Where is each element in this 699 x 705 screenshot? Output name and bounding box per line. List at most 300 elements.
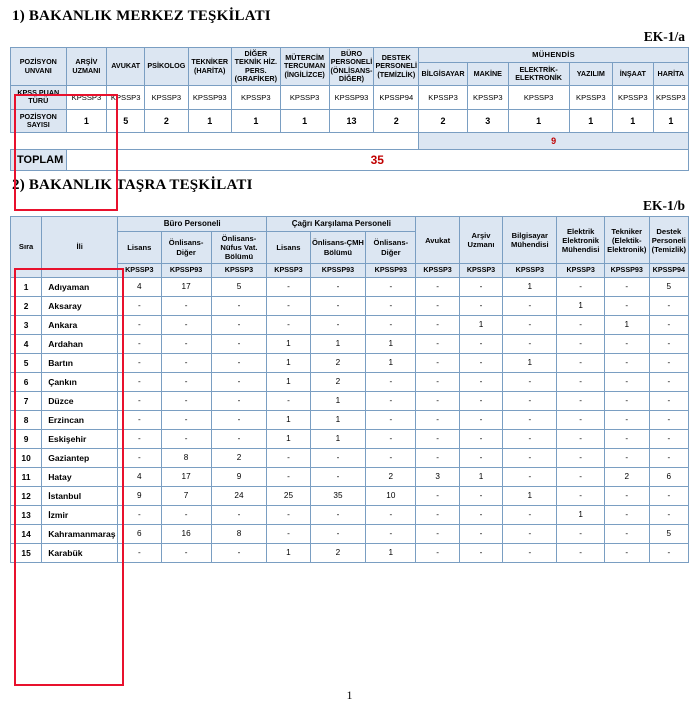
cell-value: - <box>310 296 366 315</box>
cell-value: 1 <box>267 372 310 391</box>
cell-kpss-12: KPSSP3 <box>612 86 653 110</box>
cell-value: - <box>267 524 310 543</box>
cell-value: - <box>604 410 649 429</box>
cell-value: 1 <box>310 429 366 448</box>
header-muhendis-yazilim: YAZILIM <box>569 62 612 85</box>
cell-kpss-11: KPSSP3 <box>569 86 612 110</box>
cell-value: - <box>366 296 416 315</box>
cell-value: - <box>118 315 161 334</box>
cell-value: - <box>557 372 604 391</box>
cell-value: - <box>416 524 459 543</box>
cell-value: - <box>557 277 604 296</box>
cell-value: - <box>503 543 557 562</box>
cell-value: 1 <box>366 334 416 353</box>
cell-value: - <box>459 410 502 429</box>
cell-value: - <box>118 543 161 562</box>
cell-value: - <box>161 334 211 353</box>
cell-kpss-5: KPSSP3 <box>280 86 329 110</box>
cell-value: - <box>366 372 416 391</box>
cell-value: - <box>557 543 604 562</box>
cell-value: - <box>161 391 211 410</box>
header-muhendis-group: MÜHENDİS <box>419 48 689 63</box>
cell-value: - <box>649 334 688 353</box>
header-puan-9: KPSSP3 <box>557 264 604 278</box>
cell-value: 5 <box>211 277 267 296</box>
header-pozisyon-unvani: POZİSYON UNVANI <box>11 48 67 86</box>
cell-sira: 8 <box>11 410 42 429</box>
tasra-teskilati-table <box>10 216 689 563</box>
cell-value: - <box>649 315 688 334</box>
cell-il: Kahramanmaraş <box>42 524 118 543</box>
cell-sira: 5 <box>11 353 42 372</box>
cell-value: - <box>604 334 649 353</box>
cell-value: 24 <box>211 486 267 505</box>
table-row <box>11 410 689 429</box>
cell-kpss-4: KPSSP3 <box>231 86 280 110</box>
cell-value: - <box>649 543 688 562</box>
cell-value: 6 <box>118 524 161 543</box>
cell-value: 1 <box>503 486 557 505</box>
cell-value: - <box>557 315 604 334</box>
header-puan-0: KPSSP3 <box>118 264 161 278</box>
cell-value: 3 <box>416 467 459 486</box>
cell-il: Düzce <box>42 391 118 410</box>
table1-header-group-row <box>11 48 689 63</box>
cell-value: - <box>649 391 688 410</box>
cell-value: 1 <box>267 334 310 353</box>
cell-value: - <box>604 391 649 410</box>
cell-value: - <box>267 277 310 296</box>
cell-value: - <box>366 391 416 410</box>
cell-value: - <box>118 448 161 467</box>
header-cagri-lisans: Lisans <box>267 231 310 263</box>
merkez-teskilati-table <box>10 47 689 171</box>
cell-kpss-1: KPSSP3 <box>107 86 145 110</box>
cell-value: 2 <box>366 467 416 486</box>
cell-il: Adıyaman <box>42 277 118 296</box>
header-diger-teknik-hiz-pers: DİĞER TEKNİK HİZ. PERS. (GRAFİKER) <box>231 48 280 86</box>
cell-sayi-4: 1 <box>231 109 280 133</box>
cell-value: - <box>604 353 649 372</box>
header-tekniker-elektrik-elektronik: Tekniker (Elektik-Elektronik) <box>604 217 649 264</box>
cell-sira: 6 <box>11 372 42 391</box>
table-row <box>11 429 689 448</box>
cell-value: 4 <box>118 467 161 486</box>
header-puan-10: KPSSP93 <box>604 264 649 278</box>
cell-value: - <box>310 505 366 524</box>
cell-value: 16 <box>161 524 211 543</box>
cell-value: - <box>604 505 649 524</box>
cell-kpss-9: KPSSP3 <box>467 86 508 110</box>
cell-value: - <box>416 486 459 505</box>
cell-kpss-7: KPSSP94 <box>374 86 419 110</box>
cell-sira: 3 <box>11 315 42 334</box>
cell-sayi-5: 1 <box>280 109 329 133</box>
cell-value: - <box>118 334 161 353</box>
header-arsiv-uzmani-tasra: Arşiv Uzmanı <box>459 217 502 264</box>
section2-ek-label: EK-1/b <box>642 198 685 214</box>
cell-muhendis-subtotal: 9 <box>419 133 689 150</box>
cell-value: - <box>211 410 267 429</box>
cell-value: 10 <box>366 486 416 505</box>
cell-value: - <box>267 391 310 410</box>
cell-value: - <box>161 372 211 391</box>
section1-ek-label: EK-1/a <box>643 29 685 44</box>
cell-value: - <box>310 524 366 543</box>
cell-sira: 14 <box>11 524 42 543</box>
table1-row-pozisyon-sayisi <box>11 109 689 133</box>
cell-value: - <box>118 353 161 372</box>
cell-value: - <box>503 429 557 448</box>
cell-sira: 10 <box>11 448 42 467</box>
cell-sira: 15 <box>11 543 42 562</box>
cell-value: 1 <box>503 277 557 296</box>
cell-value: - <box>604 543 649 562</box>
header-muhendis-harita: HARİTA <box>653 62 688 85</box>
header-muhendis-elektrik-elektronik: ELEKTRİK-ELEKTRONİK <box>508 62 569 85</box>
header-buro-onlisans-nufus: Önlisans-Nüfus Vat. Bölümü <box>211 231 267 263</box>
cell-value: - <box>557 334 604 353</box>
cell-value: 8 <box>211 524 267 543</box>
cell-value: - <box>118 505 161 524</box>
header-tekniker-harita: TEKNİKER (HARİTA) <box>188 48 231 86</box>
cell-value: - <box>557 410 604 429</box>
cell-value: 8 <box>161 448 211 467</box>
cell-value: 2 <box>604 467 649 486</box>
cell-value: - <box>604 372 649 391</box>
cell-value: 2 <box>310 372 366 391</box>
row-label-kpss-puan-turu: KPSS PUAN TÜRÜ <box>11 86 67 110</box>
cell-value: - <box>416 334 459 353</box>
cell-value: - <box>118 410 161 429</box>
cell-value: - <box>557 467 604 486</box>
cell-value: 1 <box>366 353 416 372</box>
header-elektrik-elektronik-muhendisi: Elektrik Elektronik Mühendisi <box>557 217 604 264</box>
cell-il: Çankın <box>42 372 118 391</box>
cell-value: 1 <box>310 334 366 353</box>
table-row <box>11 334 689 353</box>
header-puan-7: KPSSP3 <box>459 264 502 278</box>
cell-value: - <box>503 524 557 543</box>
cell-value: - <box>310 277 366 296</box>
table-row <box>11 543 689 562</box>
table-row <box>11 467 689 486</box>
cell-value: 17 <box>161 277 211 296</box>
table2-header-group-row <box>11 217 689 232</box>
cell-value: - <box>366 410 416 429</box>
cell-sayi-11: 1 <box>569 109 612 133</box>
cell-value: - <box>366 429 416 448</box>
cell-sayi-13: 1 <box>653 109 688 133</box>
table-row <box>11 486 689 505</box>
header-destek-personeli-temizlik: Destek Personeli (Temizlik) <box>649 217 688 264</box>
cell-value: - <box>459 334 502 353</box>
table-row <box>11 448 689 467</box>
cell-value: - <box>604 296 649 315</box>
cell-value: - <box>211 429 267 448</box>
cell-value: - <box>649 505 688 524</box>
cell-il: İstanbul <box>42 486 118 505</box>
cell-sayi-3: 1 <box>188 109 231 133</box>
cell-il: Karabük <box>42 543 118 562</box>
table-row <box>11 505 689 524</box>
cell-value: - <box>310 448 366 467</box>
header-sira: Sıra <box>11 217 42 278</box>
cell-sayi-8: 2 <box>419 109 468 133</box>
cell-value: - <box>503 467 557 486</box>
table2-body <box>11 277 689 562</box>
cell-value: - <box>503 334 557 353</box>
cell-il: Eskişehir <box>42 429 118 448</box>
table-row <box>11 372 689 391</box>
cell-value: 35 <box>310 486 366 505</box>
cell-value: - <box>604 524 649 543</box>
cell-value: - <box>118 391 161 410</box>
cell-value: - <box>649 486 688 505</box>
cell-value: 2 <box>310 353 366 372</box>
cell-kpss-0: KPSSP3 <box>66 86 107 110</box>
cell-value: - <box>557 429 604 448</box>
cell-sayi-1: 5 <box>107 109 145 133</box>
header-muhendis-makine: MAKİNE <box>467 62 508 85</box>
cell-value: 2 <box>211 448 267 467</box>
header-destek-personeli: DESTEK PERSONELİ (TEMİZLİK) <box>374 48 419 86</box>
cell-value: - <box>310 315 366 334</box>
cell-value: - <box>416 353 459 372</box>
cell-value: - <box>459 486 502 505</box>
cell-value: 1 <box>503 353 557 372</box>
cell-value: - <box>557 486 604 505</box>
cell-value: 6 <box>649 467 688 486</box>
header-muhendis-insaat: İNŞAAT <box>612 62 653 85</box>
cell-value: - <box>211 505 267 524</box>
cell-value: - <box>211 315 267 334</box>
cell-value: - <box>649 296 688 315</box>
page-number: 1 <box>346 688 353 702</box>
row-label-pozisyon-sayisi: POZİSYON SAYISI <box>11 109 67 133</box>
row-label-toplam: TOPLAM <box>11 150 67 171</box>
cell-value: - <box>118 429 161 448</box>
table1-row-muhendis-subtotal <box>11 133 689 150</box>
header-bilgisayar-muhendisi: Bilgisayar Mühendisi <box>503 217 557 264</box>
cell-value: - <box>604 429 649 448</box>
header-group-buro-personeli: Büro Personeli <box>118 217 267 232</box>
cell-value: - <box>416 410 459 429</box>
cell-value: - <box>503 391 557 410</box>
cell-value: 1 <box>267 543 310 562</box>
cell-value: - <box>416 277 459 296</box>
cell-value: - <box>416 543 459 562</box>
cell-value: 1 <box>267 410 310 429</box>
header-group-cagri-karsilama: Çağrı Karşılama Personeli <box>267 217 416 232</box>
cell-value: 1 <box>267 429 310 448</box>
cell-value: 1 <box>310 391 366 410</box>
header-mutercim-tercuman: MÜTERCİM TERCUMAN (İNGİLİZCE) <box>280 48 329 86</box>
cell-value: - <box>604 448 649 467</box>
header-puan-6: KPSSP3 <box>416 264 459 278</box>
cell-value: 5 <box>649 524 688 543</box>
cell-value: - <box>416 429 459 448</box>
cell-value: - <box>366 315 416 334</box>
cell-value: - <box>161 543 211 562</box>
cell-value: - <box>211 334 267 353</box>
cell-value: 25 <box>267 486 310 505</box>
cell-value: - <box>267 296 310 315</box>
cell-value: - <box>267 315 310 334</box>
cell-value: 1 <box>459 315 502 334</box>
cell-value: 7 <box>161 486 211 505</box>
cell-sayi-6: 13 <box>329 109 374 133</box>
cell-value: - <box>649 429 688 448</box>
cell-value: - <box>459 429 502 448</box>
cell-value: 1 <box>366 543 416 562</box>
cell-value: - <box>267 505 310 524</box>
cell-value: - <box>211 372 267 391</box>
cell-value: - <box>459 391 502 410</box>
cell-value: - <box>503 372 557 391</box>
cell-sira: 4 <box>11 334 42 353</box>
cell-value: - <box>649 410 688 429</box>
cell-value: - <box>161 353 211 372</box>
cell-value: - <box>503 448 557 467</box>
cell-sayi-0: 1 <box>66 109 107 133</box>
header-puan-2: KPSSP3 <box>211 264 267 278</box>
header-buro-lisans: Lisans <box>118 231 161 263</box>
header-puan-5: KPSSP93 <box>366 264 416 278</box>
cell-value: - <box>416 315 459 334</box>
cell-value: - <box>416 448 459 467</box>
header-puan-11: KPSSP94 <box>649 264 688 278</box>
cell-il: Aksaray <box>42 296 118 315</box>
cell-value: - <box>649 448 688 467</box>
header-avukat: AVUKAT <box>107 48 145 86</box>
cell-value: 5 <box>649 277 688 296</box>
header-il: İli <box>42 217 118 278</box>
table-row <box>11 524 689 543</box>
cell-value: - <box>161 505 211 524</box>
cell-kpss-2: KPSSP3 <box>145 86 188 110</box>
cell-value: - <box>459 372 502 391</box>
cell-value: 17 <box>161 467 211 486</box>
cell-value: - <box>416 391 459 410</box>
cell-sira: 13 <box>11 505 42 524</box>
cell-value: 1 <box>557 505 604 524</box>
cell-value: - <box>416 505 459 524</box>
header-buro-onlisans-diger: Önlisans-Diğer <box>161 231 211 263</box>
cell-value: 1 <box>310 410 366 429</box>
cell-value: - <box>366 524 416 543</box>
cell-value: - <box>118 372 161 391</box>
cell-value: - <box>267 448 310 467</box>
cell-il: Bartın <box>42 353 118 372</box>
table-row <box>11 315 689 334</box>
cell-kpss-8: KPSSP3 <box>419 86 468 110</box>
cell-value: - <box>459 277 502 296</box>
cell-sira: 11 <box>11 467 42 486</box>
table-row <box>11 391 689 410</box>
cell-value: - <box>161 429 211 448</box>
cell-value: - <box>416 296 459 315</box>
cell-value: - <box>161 296 211 315</box>
cell-value: 1 <box>604 315 649 334</box>
cell-value: - <box>459 505 502 524</box>
cell-value: - <box>557 353 604 372</box>
cell-value: 4 <box>118 277 161 296</box>
header-puan-8: KPSSP3 <box>503 264 557 278</box>
cell-toplam-value: 35 <box>66 150 688 171</box>
header-puan-1: KPSSP93 <box>161 264 211 278</box>
cell-value: - <box>211 296 267 315</box>
cell-value: - <box>557 448 604 467</box>
cell-value: - <box>503 505 557 524</box>
cell-value: - <box>211 391 267 410</box>
cell-value: 1 <box>557 296 604 315</box>
cell-sira: 9 <box>11 429 42 448</box>
cell-value: - <box>557 524 604 543</box>
cell-value: - <box>503 296 557 315</box>
cell-il: Hatay <box>42 467 118 486</box>
cell-value: - <box>211 353 267 372</box>
cell-value: - <box>161 315 211 334</box>
cell-value: - <box>459 543 502 562</box>
cell-value: 9 <box>211 467 267 486</box>
cell-il: Gaziantep <box>42 448 118 467</box>
cell-value: - <box>459 524 502 543</box>
table1-row-kpss-puan-turu <box>11 86 689 110</box>
header-buro-personeli: BÜRO PERSONELİ (ÖNLİSANS-DİĞER) <box>329 48 374 86</box>
cell-value: - <box>503 410 557 429</box>
cell-sira: 12 <box>11 486 42 505</box>
cell-value: - <box>649 372 688 391</box>
cell-value: - <box>366 277 416 296</box>
cell-value: - <box>503 315 557 334</box>
header-cagri-onlisans-cmh: Önlisans-ÇMH Bölümü <box>310 231 366 263</box>
table-row <box>11 296 689 315</box>
header-cagri-onlisans-diger: Önlisans-Diğer <box>366 231 416 263</box>
cell-value: - <box>366 505 416 524</box>
cell-value: 9 <box>118 486 161 505</box>
section2-title: 2) BAKANLIK TAŞRA TEŞKİLATI <box>12 177 253 194</box>
cell-il: Erzincan <box>42 410 118 429</box>
header-puan-4: KPSSP93 <box>310 264 366 278</box>
header-puan-3: KPSSP3 <box>267 264 310 278</box>
cell-kpss-6: KPSSP93 <box>329 86 374 110</box>
cell-kpss-10: KPSSP3 <box>508 86 569 110</box>
cell-sayi-7: 2 <box>374 109 419 133</box>
cell-sayi-9: 3 <box>467 109 508 133</box>
cell-sira: 2 <box>11 296 42 315</box>
cell-value: - <box>118 296 161 315</box>
cell-value: - <box>604 486 649 505</box>
cell-kpss-3: KPSSP93 <box>188 86 231 110</box>
cell-kpss-13: KPSSP3 <box>653 86 688 110</box>
cell-value: - <box>211 543 267 562</box>
cell-value: - <box>557 391 604 410</box>
cell-il: İzmir <box>42 505 118 524</box>
table1-row-toplam <box>11 150 689 171</box>
cell-il: Ankara <box>42 315 118 334</box>
cell-value: - <box>459 296 502 315</box>
cell-value: - <box>604 277 649 296</box>
cell-value: - <box>416 372 459 391</box>
cell-value: - <box>310 467 366 486</box>
header-muhendis-bilgisayar: BİLGİSAYAR <box>419 62 468 85</box>
cell-il: Ardahan <box>42 334 118 353</box>
cell-value: - <box>649 353 688 372</box>
header-psikolog: PSİKOLOG <box>145 48 188 86</box>
cell-value: - <box>459 353 502 372</box>
cell-sayi-10: 1 <box>508 109 569 133</box>
